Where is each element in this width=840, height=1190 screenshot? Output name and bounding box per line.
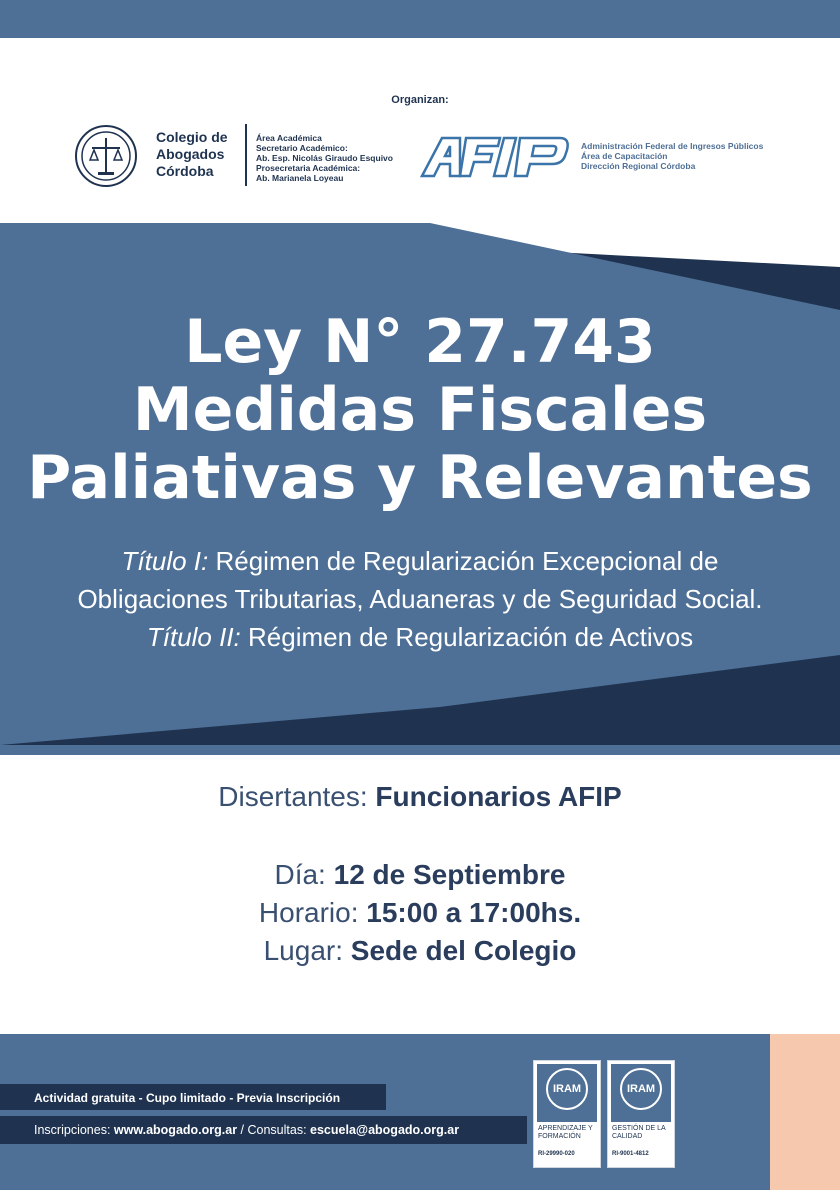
colegio-name-line: Colegio de — [156, 129, 228, 145]
colegio-abogados-logo — [74, 124, 138, 188]
afip-info-line: Área de Capacitación — [581, 151, 668, 161]
afip-logo — [420, 136, 570, 178]
main-title — [0, 308, 840, 512]
iram-certification-badge — [607, 1060, 675, 1168]
date-label: Día: — [274, 859, 334, 890]
afip-info-line: Administración Federal de Ingresos Públicos — [581, 141, 764, 151]
colegio-info-line: Ab. Esp. Nicolás Giraudo Esquivo — [256, 153, 393, 163]
colegio-info — [256, 133, 393, 183]
date-value: 12 de Septiembre — [333, 859, 566, 890]
top-bar — [0, 0, 840, 38]
subtitle-line — [0, 542, 840, 580]
iram-code: RI-29990-020 — [538, 1151, 575, 1157]
iram-certification-badge — [533, 1060, 601, 1168]
colegio-info-line: Ab. Marianela Loyeau — [256, 173, 344, 183]
place-value: Sede del Colegio — [350, 935, 577, 966]
activity-notice: Actividad gratuita - Cupo limitado - Previa Inscripción — [34, 1091, 341, 1105]
speakers-label: Disertantes: — [218, 781, 376, 812]
colegio-info-line: Área Académica — [256, 133, 322, 143]
organizers-label: Organizan: — [391, 94, 449, 106]
subtitle-line: Obligaciones Tributarias, Aduaneras y de Seguridad Social. — [77, 584, 763, 614]
colegio-name-line: Abogados — [156, 146, 225, 162]
title-line: Medidas Fiscales — [132, 375, 708, 445]
colegio-name-line: Córdoba — [156, 163, 214, 179]
afip-info — [581, 141, 763, 171]
colegio-divider — [245, 124, 247, 186]
place-row — [0, 932, 840, 970]
speakers-row — [0, 778, 840, 816]
footer-accent — [770, 1034, 840, 1190]
time-row — [0, 894, 840, 932]
colegio-name — [156, 129, 228, 180]
iram-label: GESTIÓN DE LA CALIDAD — [612, 1125, 666, 1140]
contact-info — [34, 1123, 459, 1137]
place-label: Lugar: — [263, 935, 351, 966]
inquiries-label: / Consultas: — [237, 1123, 311, 1137]
inquiries-email[interactable]: escuela@abogado.org.ar — [310, 1123, 460, 1137]
subtitle — [0, 542, 840, 656]
registration-link[interactable]: www.abogado.org.ar — [113, 1123, 238, 1137]
title-line: Ley N° 27.743 — [184, 307, 656, 377]
title-line: Paliativas y Relevantes — [27, 443, 813, 513]
time-value: 15:00 a 17:00hs. — [366, 897, 582, 928]
event-details — [0, 778, 840, 970]
time-label: Horario: — [258, 897, 367, 928]
subtitle-line — [0, 618, 840, 656]
colegio-info-line: Secretario Académico: — [256, 143, 348, 153]
iram-seal-icon: IRAM — [620, 1068, 662, 1110]
titulo-ii-label: Título II: — [146, 622, 241, 652]
registration-label: Inscripciones: — [34, 1123, 114, 1137]
titulo-i-text: Régimen de Regularización Excepcional de — [208, 546, 719, 576]
colegio-info-line: Prosecretaria Académica: — [256, 163, 361, 173]
iram-label: APRENDIZAJE Y FORMACIÓN — [538, 1125, 593, 1140]
afip-info-line: Dirección Regional Córdoba — [581, 161, 696, 171]
date-row — [0, 856, 840, 894]
iram-code: RI-9001-4812 — [612, 1151, 649, 1157]
titulo-i-label: Título I: — [121, 546, 209, 576]
speakers-value: Funcionarios AFIP — [375, 781, 622, 812]
titulo-ii-text: Régimen de Regularización de Activos — [240, 622, 694, 652]
iram-seal-icon: IRAM — [546, 1068, 588, 1110]
